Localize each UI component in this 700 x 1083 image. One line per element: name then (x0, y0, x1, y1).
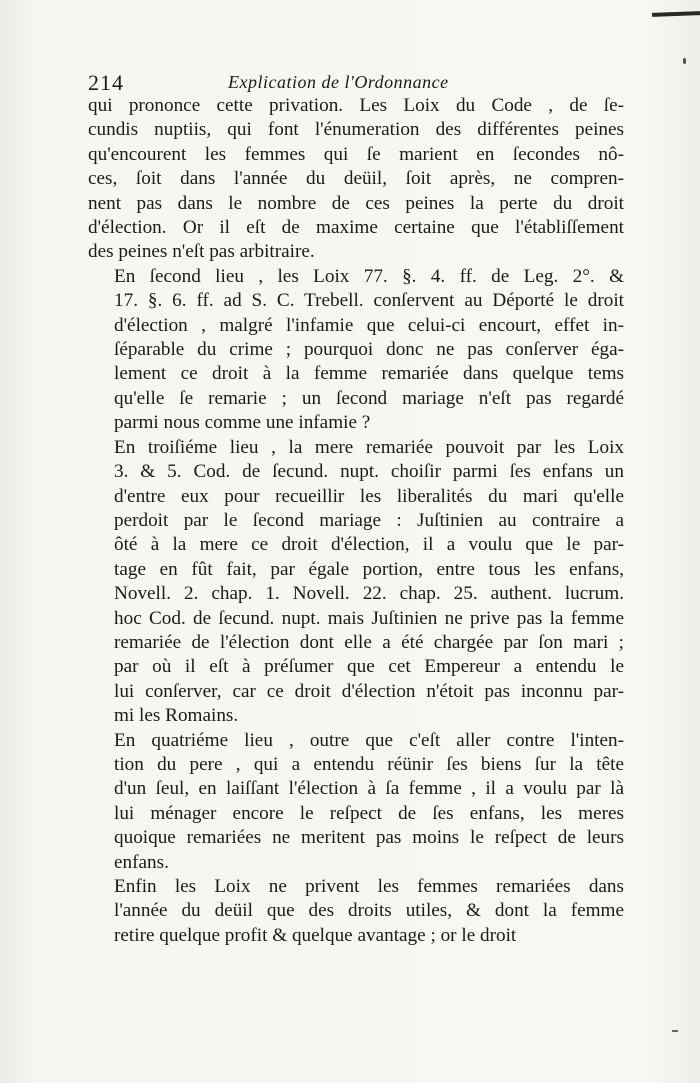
paragraph (88, 94, 624, 265)
text-line: lement ce droit à la femme remariée dans quelque tems (114, 363, 624, 385)
text-line: lui ménager encore le reſpect de ſes enfans, les meres (114, 802, 624, 824)
text-line: d'élection , malgré l'infamie que celui-ci encourt, effet in- (114, 314, 624, 336)
paragraph (88, 265, 624, 436)
text-line: cundis nuptiis, qui font l'énumeration des différentes peines (88, 119, 624, 141)
text-line: 3. & 5. Cod. de ſecund. nupt. choiſir parmi ſes enfans un (114, 461, 624, 483)
text-line: En troiſiéme lieu , la mere remariée pouvoit par les Loix (114, 436, 624, 458)
text-line: mi les Romains. (114, 705, 239, 727)
text-line: qu'elle ſe remarie ; un ſecond mariage n'eſt pas regardé (114, 387, 624, 409)
text-line: perdoit par le ſecond mariage : Juſtinien au contraire a (114, 509, 624, 531)
running-title: Explication de l'Ordonnance (228, 72, 449, 92)
text-line: retire quelque profit & quelque avantage ; or le droit (114, 924, 517, 946)
text-line: parmi nous comme une infamie ? (114, 412, 371, 434)
text-line: lui conſerver, car ce droit d'élection n'étoit pas inconnu par- (114, 680, 624, 702)
text-line: ſéparable du crime ; pourquoi donc ne pas conſerver éga- (114, 339, 624, 361)
text-line: qui prononce cette privation. Les Loix du Code , de ſe- (88, 95, 624, 116)
body-text (88, 94, 624, 948)
text-line: hoc Cod. de ſecund. nupt. mais Juſtinien ne prive pas la femme (114, 607, 624, 629)
text-line: tage en fût fait, par égale portion, entre tous les enfans, (114, 558, 624, 580)
paragraph (88, 436, 624, 729)
text-line: par où il eſt à préſumer que cet Empereur a entendu le (114, 656, 624, 678)
text-line: d'un ſeul, en laiſſant l'élection à ſa femme , il a voulu par là (114, 778, 624, 800)
page-header (88, 70, 628, 96)
text-line: d'entre eux pour recueillir les liberalités du mari qu'elle (114, 485, 624, 507)
paragraph (88, 875, 624, 948)
text-line: quoique remariées ne meritent pas moins le reſpect de leurs (114, 827, 624, 849)
paragraph (88, 729, 624, 875)
text-line: nent pas dans le nombre de ces peines la perte du droit (88, 192, 624, 214)
text-line: 17. §. 6. ff. ad S. C. Trebell. conſervent au Déporté le droit (114, 290, 624, 312)
page-edge-mark (652, 11, 700, 17)
text-line: Enfin les Loix ne privent les femmes remariées dans (114, 876, 624, 897)
text-line: des peines n'eſt pas arbitraire. (88, 241, 315, 263)
text-line: remariée de l'élection dont elle a été chargée par ſon mari ; (114, 631, 624, 653)
text-line: d'élection. Or il eſt de maxime certaine que l'établiſſement (88, 217, 624, 239)
text-line: ces, ſoit dans l'année du deüil, ſoit après, ne compren- (88, 168, 624, 190)
text-line: enfans. (114, 851, 169, 873)
ink-speck (672, 1030, 678, 1032)
text-line: qu'encourent les femmes qui ſe marient en ſecondes nô- (88, 143, 624, 165)
text-line: En quatriéme lieu , outre que c'eſt aller contre l'inten- (114, 729, 624, 751)
ink-speck (683, 58, 686, 64)
text-line: En ſecond lieu , les Loix 77. §. 4. ff. de Leg. 2°. & (114, 265, 624, 287)
text-line: ôté à la mere ce droit d'élection, il a voulu que le par- (114, 534, 624, 556)
text-line: tion du pere , qui a entendu réünir ſes biens ſur la tête (114, 753, 624, 775)
text-line: Novell. 2. chap. 1. Novell. 22. chap. 25. authent. lucrum. (114, 583, 624, 605)
page-number: 214 (88, 70, 124, 95)
text-line: l'année du deüil que des droits utiles, & dont la femme (114, 900, 624, 922)
